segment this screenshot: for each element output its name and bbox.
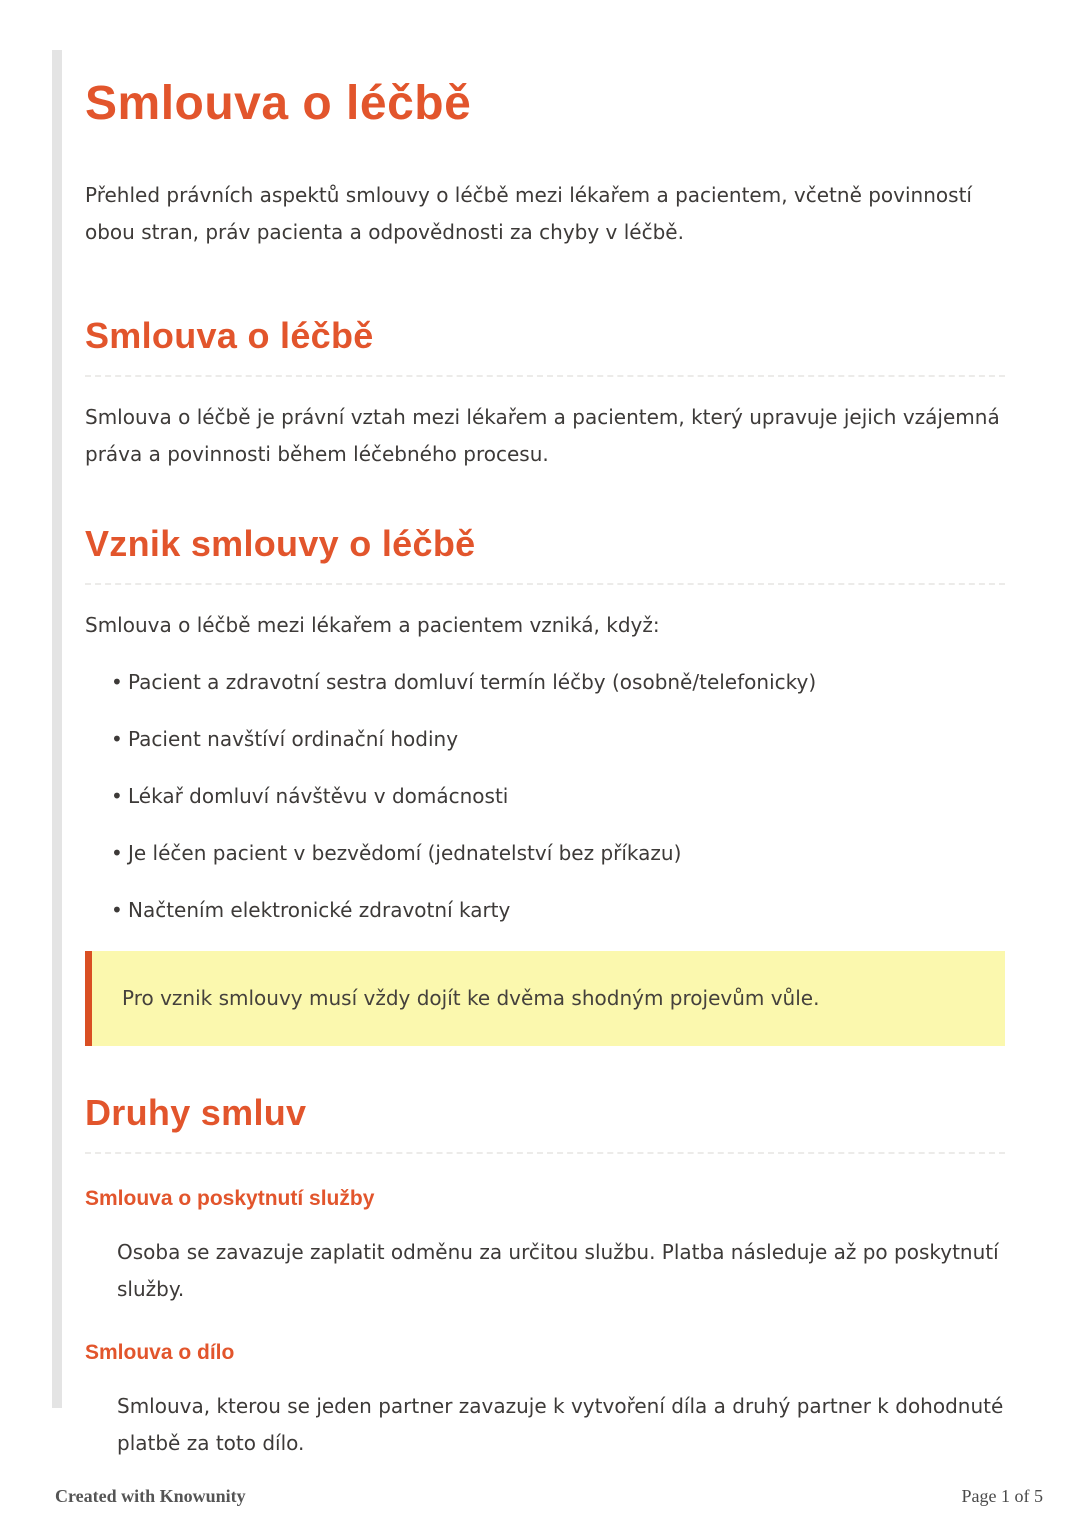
bullet-list [85, 664, 1005, 929]
document-content [85, 0, 1005, 1462]
list-item: • Pacient a zdravotní sestra domluví termín léčby (osobně/telefonicky) [85, 664, 1005, 701]
callout-note [85, 951, 1005, 1046]
section-heading-vznik-smlouvy: Vznik smlouvy o léčbě [85, 523, 1005, 585]
list-item: • Je léčen pacient v bezvědomí (jednatelství bez příkazu) [85, 835, 1005, 872]
page-footer [55, 1486, 1043, 1507]
section-heading-smlouva-o-lecbe: Smlouva o léčbě [85, 315, 1005, 377]
subsection-paragraph: Smlouva, kterou se jeden partner zavazuje k vytvoření díla a druhý partner k dohodnuté platbě za toto dílo. [117, 1394, 1004, 1455]
subsection-title-poskytnuti-sluzby: Smlouva o poskytnutí služby [85, 1187, 375, 1210]
section-paragraph: Smlouva o léčbě je právní vztah mezi lékařem a pacientem, který upravuje jejich vzájemná práva a povinnosti během léčebného procesu. [85, 405, 1000, 466]
subsection-paragraph: Osoba se zavazuje zaplatit odměnu za určitou službu. Platba následuje až po poskytnutí služby. [117, 1240, 999, 1301]
section-paragraph: Smlouva o léčbě mezi lékařem a pacientem vzniká, když: [85, 613, 660, 637]
page-title: Smlouva o léčbě [85, 77, 472, 130]
intro-paragraph: Přehled právních aspektů smlouvy o léčbě mezi lékařem a pacientem, včetně povinností obou stran, práv pacienta a odpovědnosti za chyby v léčbě. [85, 183, 972, 244]
list-item: • Lékař domluví návštěvu v domácnosti [85, 778, 1005, 815]
section-heading-druhy-smluv: Druhy smluv [85, 1092, 1005, 1154]
watermark-text: Created with Knowunity [55, 1486, 246, 1506]
list-item: • Pacient navštíví ordinační hodiny [85, 721, 1005, 758]
callout-text: Pro vznik smlouvy musí vždy dojít ke dvěma shodným projevům vůle. [122, 986, 820, 1010]
left-accent-bar [52, 50, 62, 1408]
subsection-title-smlouva-o-dilo: Smlouva o dílo [85, 1341, 235, 1364]
page-number: Page 1 of 5 [961, 1486, 1043, 1506]
list-item: • Načtením elektronické zdravotní karty [85, 892, 1005, 929]
